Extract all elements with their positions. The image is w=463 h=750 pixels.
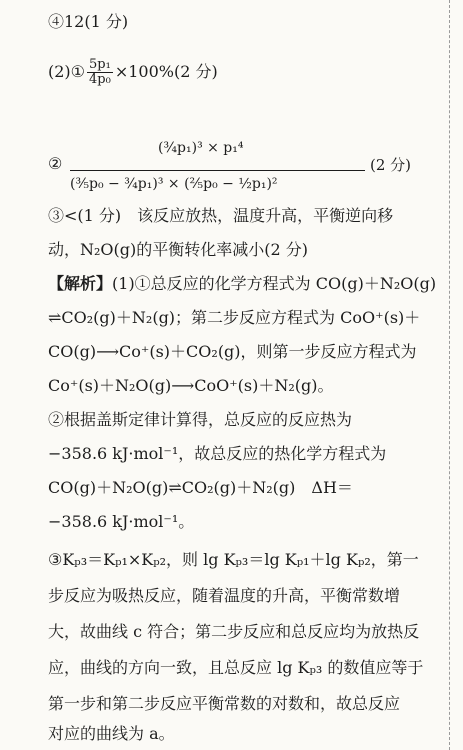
kp-fraction-bar (70, 170, 365, 171)
fraction-numerator: 5p₁ (89, 57, 111, 72)
binding-dashed-line (449, 0, 450, 750)
analysis-line-4: Co⁺(s)＋N₂O(g)⟶CoO⁺(s)＋N₂(g)。 (48, 376, 334, 395)
kp-score: (2 分) (370, 156, 412, 174)
analysis-text: (1)①总反应的化学方程式为 CO(g)＋N₂O(g) (112, 274, 437, 293)
analysis-line-11: 大，故曲线 c 符合；第二步反应和总反应均为放热反 (48, 622, 420, 641)
analysis-line-3: CO(g)⟶Co⁺(s)＋CO₂(g)，则第一步反应方程式为 (48, 342, 417, 361)
analysis-heading: 【解析】 (48, 274, 113, 293)
kp-expression-label: ② (48, 154, 63, 173)
answer-3-continued: 动，N₂O(g)的平衡转化率减小(2 分) (48, 240, 309, 259)
answer-4: ④12(1 分) (48, 12, 129, 31)
analysis-line-2: ⇌CO₂(g)＋N₂(g)；第二步反应方程式为 CoO⁺(s)＋ (48, 308, 421, 327)
analysis-line-14: 对应的曲线为 a。 (48, 724, 175, 743)
answer-2-suffix: ×100%(2 分) (114, 62, 218, 81)
answer-3: ③<(1 分) 该反应放热，温度升高，平衡逆向移 (48, 206, 394, 225)
fraction-denominator: 4p₀ (89, 72, 111, 87)
analysis-line-9: ③Kₚ₃＝Kₚ₁×Kₚ₂，则 lg Kₚ₃＝lg Kₚ₁＋lg Kₚ₂，第一 (48, 550, 419, 569)
analysis-line-1 (48, 272, 448, 296)
kp-denominator: (⅗p₀ − ¾p₁)³ × (⅖p₀ − ½p₁)² (70, 176, 278, 192)
analysis-line-13: 第一步和第二步反应平衡常数的对数和，故总反应 (48, 694, 401, 713)
analysis-line-7: CO(g)＋N₂O(g)⇌CO₂(g)＋N₂(g) ΔH＝ (48, 478, 353, 497)
kp-numerator: (¾p₁)³ × p₁⁴ (158, 140, 244, 156)
analysis-line-8: −358.6 kJ·mol⁻¹。 (48, 512, 195, 531)
analysis-line-10: 步反应为吸热反应，随着温度的升高，平衡常数增 (48, 586, 401, 605)
analysis-line-6: −358.6 kJ·mol⁻¹，故总反应的热化学方程式为 (48, 444, 387, 463)
answer-2-1 (48, 58, 448, 87)
analysis-line-12: 应，曲线的方向一致，且总反应 lg Kₚ₃ 的数值应等于 (48, 658, 424, 677)
analysis-line-5: ②根据盖斯定律计算得，总反应的反应热为 (48, 410, 353, 429)
pressure-fraction (87, 58, 113, 87)
answer-2-prefix: (2)① (48, 62, 86, 81)
